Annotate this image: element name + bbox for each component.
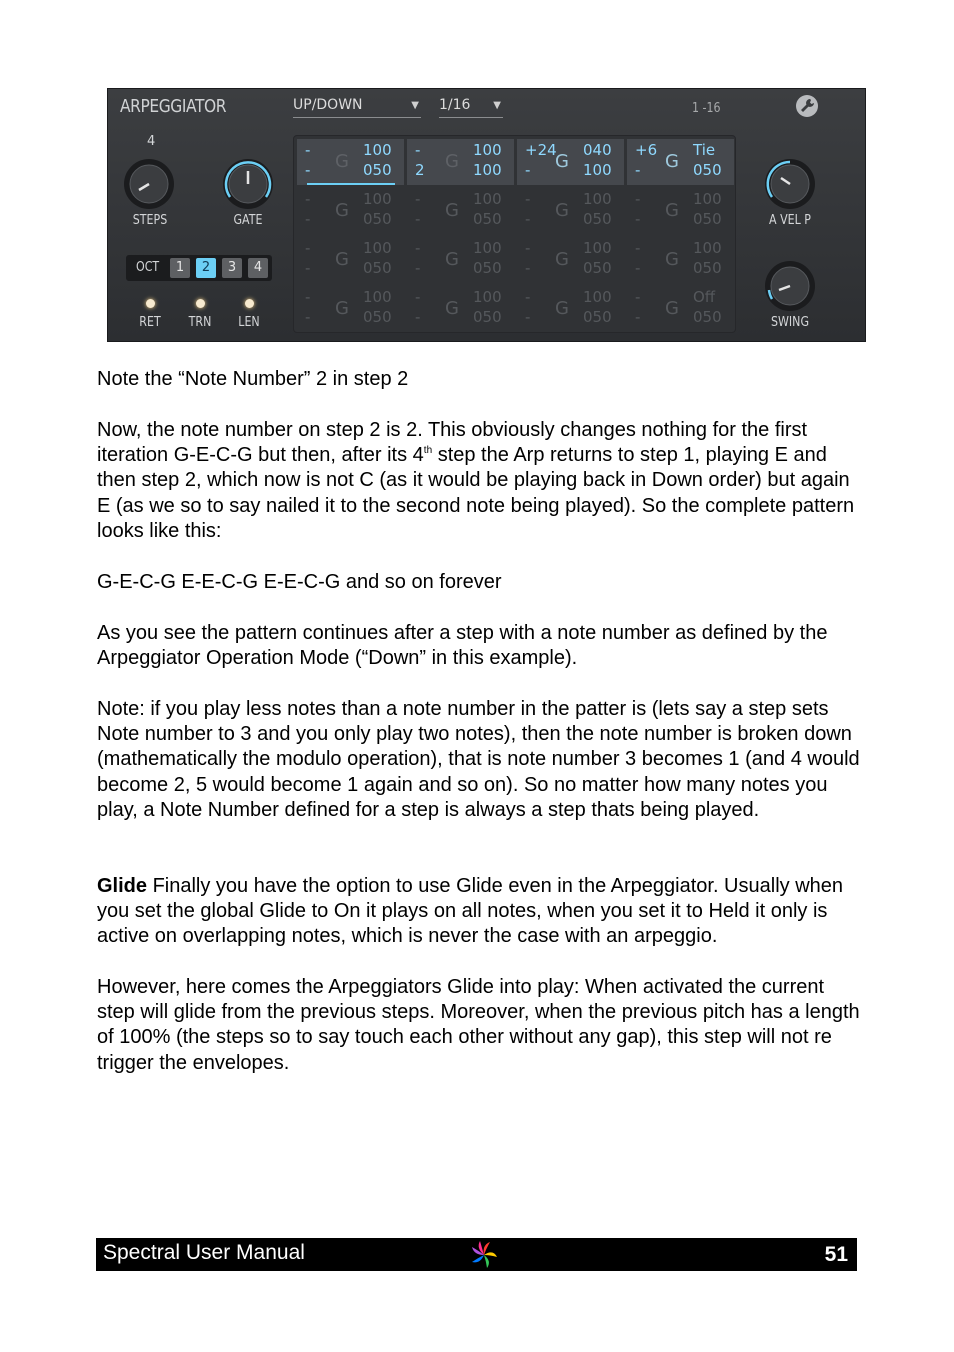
octave-button-4[interactable]: 4 [248,258,268,278]
step-cell[interactable] [517,237,624,283]
step-length[interactable]: 050 [473,210,502,228]
step-glide[interactable]: G [555,249,569,270]
trn-led[interactable] [196,299,205,308]
step-velocity[interactable]: 100 [473,141,502,159]
step-glide[interactable]: G [665,151,679,172]
superscript-th: th [423,445,433,457]
step-transpose[interactable]: +24 [525,141,557,159]
step-transpose[interactable]: - [635,239,641,257]
step-velocity[interactable]: 100 [473,239,502,257]
gate-knob[interactable] [221,157,275,211]
step-note-number[interactable]: - [635,308,641,326]
step-note-number[interactable]: - [525,308,531,326]
step-velocity[interactable]: 100 [363,190,392,208]
ret-led[interactable] [146,299,155,308]
step-transpose[interactable]: - [635,190,641,208]
octave-selector [126,255,272,281]
step-velocity[interactable]: 100 [473,190,502,208]
step-length[interactable]: 050 [473,308,502,326]
step-note-number[interactable]: - [305,210,311,228]
step-length[interactable]: 050 [363,210,392,228]
step-length[interactable]: 050 [363,161,392,179]
swing-label: SWING [770,315,810,330]
page-number: 51 [824,1243,848,1266]
wrench-icon[interactable] [796,95,818,117]
rate-dropdown[interactable] [439,97,503,118]
step-range-label: 1 -16 [692,101,721,116]
step-velocity[interactable]: 100 [583,239,612,257]
step-length[interactable]: 050 [693,259,722,277]
ret-label: RET [139,315,161,330]
step-length[interactable]: 050 [693,308,722,326]
step-velocity[interactable]: 040 [583,141,612,159]
steps-label: STEPS [132,213,168,228]
step-transpose[interactable]: - [525,190,531,208]
steps-knob[interactable] [122,157,176,211]
footer-title: Spectral User Manual [103,1241,305,1264]
step-velocity[interactable]: Tie [693,141,716,159]
step-glide[interactable]: G [335,151,349,172]
arpeggiator-panel [107,88,866,342]
len-label: LEN [238,315,260,330]
step-note-number[interactable]: 2 [415,161,425,179]
step-transpose[interactable]: - [525,239,531,257]
step-cell[interactable] [297,188,404,234]
step-note-number[interactable]: - [305,308,311,326]
step-velocity[interactable]: 100 [583,190,612,208]
step-grid [293,135,736,333]
step-glide[interactable]: G [445,249,459,270]
swing-knob[interactable] [763,259,817,313]
step-length[interactable]: 050 [693,210,722,228]
step-glide[interactable]: G [445,298,459,319]
rate-value: 1/16 [439,97,471,113]
octave-label: OCT [136,260,160,275]
step-note-number[interactable]: - [305,161,311,179]
step-transpose[interactable]: +6 [635,141,658,159]
step-cell[interactable] [407,286,514,332]
glide-text: Finally you have the option to use Glide even in the Arpeggiator. Usually when you set the global Glide to On it plays on all notes, when you set it to Held it only is active on overlapping notes, which is never the case with an arpeggio. [97,875,844,948]
step-length[interactable]: 050 [693,161,722,179]
paragraph-glide [97,874,867,950]
mode-dropdown[interactable] [293,97,421,118]
mode-value: UP/DOWN [293,97,363,113]
step-transpose[interactable]: - [305,190,311,208]
step-glide[interactable]: G [445,200,459,221]
step-cell[interactable] [517,139,624,185]
step-transpose[interactable]: - [415,239,421,257]
octave-button-3[interactable]: 3 [222,258,242,278]
step-glide[interactable]: G [445,151,459,172]
step-transpose[interactable]: - [305,141,311,159]
arpeggiator-title: ARPEGGIATOR [120,96,227,117]
step-note-number[interactable]: - [635,161,641,179]
step-glide[interactable]: G [555,151,569,172]
step-glide[interactable]: G [665,298,679,319]
gate-label: GATE [233,213,263,228]
avelp-label: A VEL P [769,213,811,228]
step-cell[interactable] [627,188,734,234]
step-glide[interactable]: G [335,249,349,270]
step-velocity[interactable]: 100 [363,239,392,257]
step-transpose[interactable]: - [415,141,421,159]
step-cell[interactable] [297,139,404,185]
dropdown-arrow-icon: ▼ [493,100,501,111]
step-transpose[interactable]: - [525,288,531,306]
page-footer [96,1238,857,1271]
step-note-number[interactable]: - [635,259,641,277]
step-velocity[interactable]: 100 [693,239,722,257]
step-velocity[interactable]: 100 [693,190,722,208]
paragraph-note-number [97,418,867,544]
paragraph-note-number-b: step the Arp returns to step 1, playing E and then step 2, which now is not C (as it would be playing back in Down order) but again E (as we so to say nailed it to the second note being played). So the complete pattern looks like this: [97,444,855,542]
step-glide[interactable]: G [335,200,349,221]
step-velocity[interactable]: 100 [363,288,392,306]
step-cell[interactable] [407,188,514,234]
current-step-indicator [307,183,395,185]
step-note-number[interactable]: - [525,161,531,179]
step-transpose[interactable]: - [415,288,421,306]
dropdown-arrow-icon: ▼ [411,100,419,111]
step-note-number[interactable]: - [305,259,311,277]
step-transpose[interactable]: - [635,288,641,306]
step-note-number[interactable]: - [415,259,421,277]
step-glide[interactable]: G [555,200,569,221]
len-led[interactable] [245,299,254,308]
step-cell[interactable] [517,286,624,332]
step-cell[interactable] [407,139,514,185]
step-cell[interactable] [297,286,404,332]
caption: Note the “Note Number” 2 in step 2 [97,368,409,390]
step-length[interactable]: 100 [583,161,612,179]
step-cell[interactable] [627,286,734,332]
step-length[interactable]: 050 [583,308,612,326]
octave-button-1[interactable]: 1 [170,258,190,278]
step-length[interactable]: 050 [473,259,502,277]
step-glide[interactable]: G [665,249,679,270]
paragraph-pattern: As you see the pattern continues after a step with a note number as defined by the Arpeggiator Operation Mode (“Down” in this example). [97,622,828,670]
step-cell[interactable] [627,237,734,283]
step-velocity[interactable]: Off [693,288,716,306]
step-length[interactable]: 050 [363,259,392,277]
step-note-number[interactable]: - [525,210,531,228]
step-transpose[interactable]: - [305,288,311,306]
avelp-knob[interactable] [763,157,817,211]
step-length[interactable]: 050 [583,259,612,277]
glide-heading: Glide [97,875,148,897]
step-velocity[interactable]: 100 [583,288,612,306]
step-glide[interactable]: G [555,298,569,319]
step-cell[interactable] [297,237,404,283]
step-cell[interactable] [517,188,624,234]
step-length[interactable]: 050 [583,210,612,228]
step-velocity[interactable]: 100 [473,288,502,306]
step-note-number[interactable]: - [635,210,641,228]
step-cell[interactable] [407,237,514,283]
paragraph-modulo-note: Note: if you play less notes than a note number in the patter is (lets say a step sets Note number to 3 and you only play two notes), then the note number is broken down (mathematically the modulo operation), that is note number 3 becomes 1 (and 4 would become 2, 5 would become 1 again and so on). So no matter how many notes you play, a Note Number defined for a step is always a step thats being played. [97,698,860,821]
spectral-logo-icon [468,1239,500,1271]
step-length[interactable]: 050 [363,308,392,326]
octave-button-2[interactable]: 2 [196,258,216,278]
step-note-number[interactable]: - [525,259,531,277]
step-velocity[interactable]: 100 [363,141,392,159]
paragraph-glide-detail: However, here comes the Arpeggiators Glide into play: When activated the current step will glide from the previous steps. Moreover, when the previous pitch has a length of 100% (the steps so to say touch each other without any gap), this step will not re trigger the envelopes. [97,976,860,1074]
trn-label: TRN [188,315,212,330]
step-glide[interactable]: G [665,200,679,221]
step-note-number[interactable]: - [415,210,421,228]
step-transpose[interactable]: - [415,190,421,208]
step-note-number[interactable]: - [415,308,421,326]
pattern-line: G-E-C-G E-E-C-G E-E-C-G and so on forever [97,571,502,593]
paragraph-note-number-a: Now, the note number on step 2 is 2. This obviously changes nothing for the first iteration G-E-C-G but then, after its 4 [97,419,808,467]
step-glide[interactable]: G [335,298,349,319]
step-length[interactable]: 100 [473,161,502,179]
steps-value: 4 [147,134,156,149]
step-cell[interactable] [627,139,734,185]
step-transpose[interactable]: - [305,239,311,257]
